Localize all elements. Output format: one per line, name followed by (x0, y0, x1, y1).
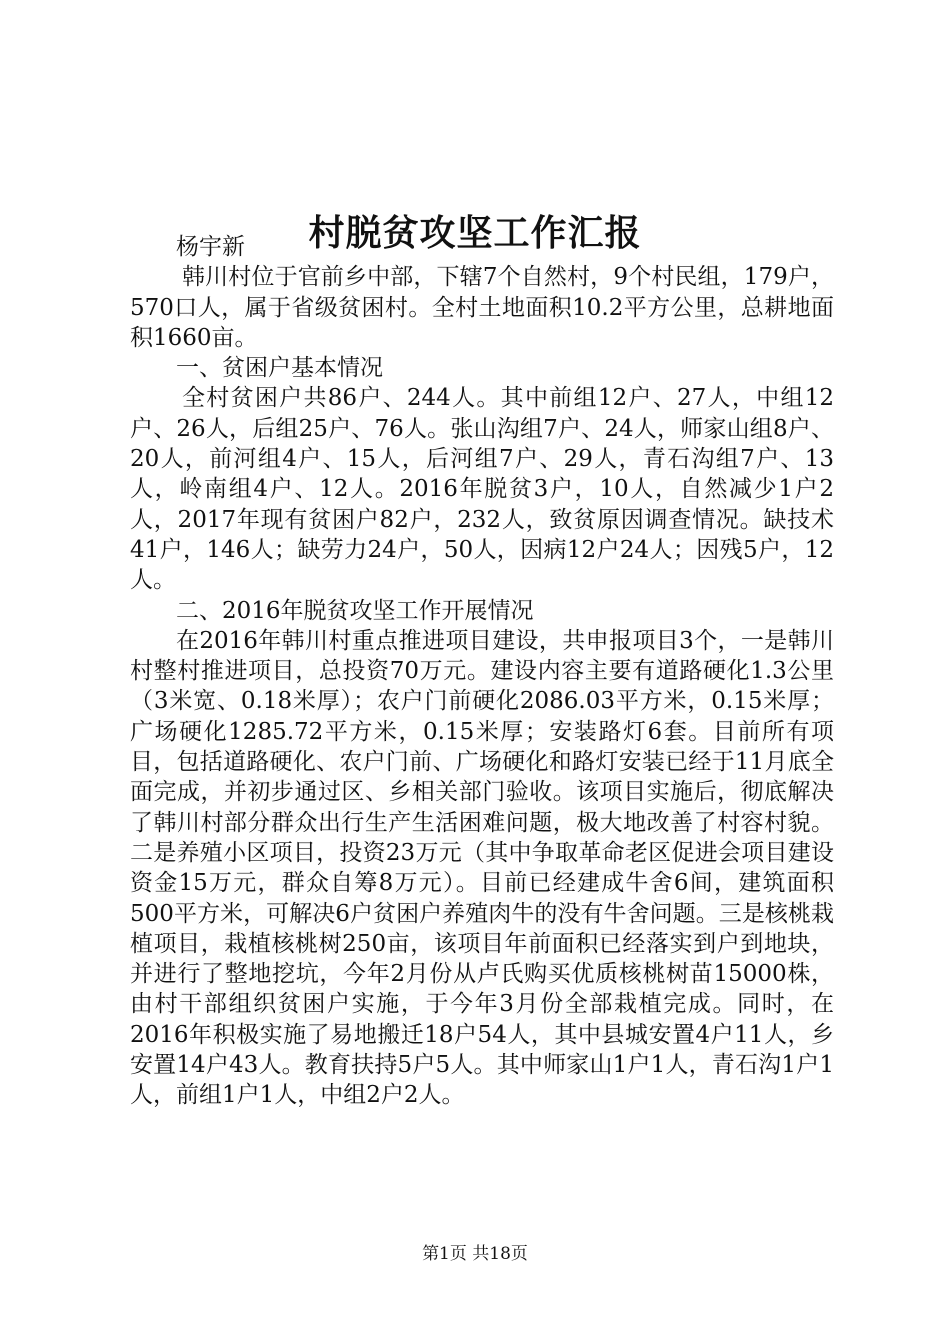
page-footer: 第1页 共18页 (422, 1244, 528, 1264)
document-title: 村脱贫攻坚工作汇报 (308, 212, 642, 255)
paragraph-poverty-households: 全村贫困户共86户、244人。其中前组12户、27人，中组12户、26人，后组25户、76人。张山沟组7户、24人，师家山组8户、20人，前河组4户、15人，后河组7户、29人，青石沟组7户、13人，岭南组4户、12人。2016年脱贫3户，10人，自然减少1户2人，2017年现有贫困户82户，232人，致贫原因调查情况。缺技术41户，146人；缺劳力24户，50人，因病12户24人；因残5户，12人。 (130, 385, 834, 594)
document-body (130, 232, 834, 1111)
author-name: 杨宇新 (176, 234, 245, 260)
paragraph-intro: 韩川村位于官前乡中部，下辖7个自然村，9个村民组，179户，570口人，属于省级贫困村。全村土地面积10.2平方公里，总耕地面积1660亩。 (130, 264, 834, 351)
paragraph-projects: 在2016年韩川村重点推进项目建设，共申报项目3个，一是韩川村整村推进项目，总投资70万元。建设内容主要有道路硬化1.3公里（3米宽、0.18米厚）；农户门前硬化2086.03平方米，0.15米厚；广场硬化1285.72平方米，0.15米厚；安装路灯6套。目前所有项目，包括道路硬化、农户门前、广场硬化和路灯安装已经于11月底全面完成，并初步通过区、乡相关部门验收。该项目实施后，彻底解决了韩川村部分群众出行生产生活困难问题，极大地改善了村容村貌。二是养殖小区项目，投资23万元（其中争取革命老区促进会项目建设资金15万元，群众自筹8万元）。目前已经建成牛舍6间，建筑面积500平方米，可解决6户贫困户养殖肉牛的没有牛舍问题。三是核桃栽植项目，栽植核桃树250亩，该项目年前面积已经落实到户到地块，并进行了整地挖坑，今年2月份从卢氏购买优质核桃树苗15000株，由村干部组织贫困户实施，于今年3月份全部栽植完成。同时，在2016年积极实施了易地搬迁18户54人，其中县城安置4户11人，乡安置14户43人。教育扶持5户5人。其中师家山1户1人，青石沟1户1人，前组1户1人，中组2户2人。 (130, 627, 834, 1109)
section-heading-2: 二、2016年脱贫攻坚工作开展情况 (176, 597, 534, 624)
section-heading-1: 一、贫困户基本情况 (176, 355, 383, 382)
